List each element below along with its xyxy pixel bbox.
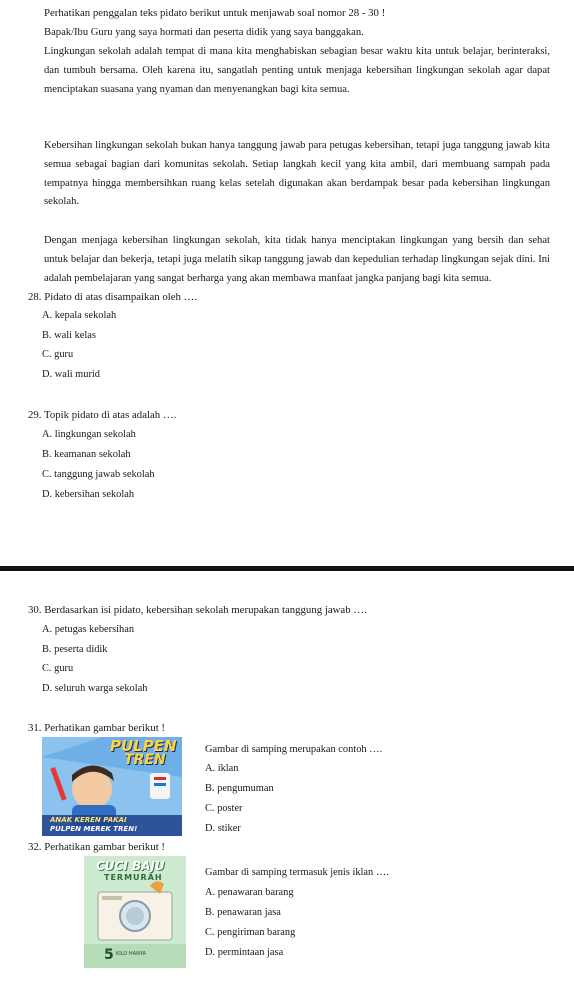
pen-ad-tagline-1: ANAK KEREN PAKAI <box>50 816 127 824</box>
q31-option-c[interactable]: C. poster <box>205 803 243 814</box>
q28-option-a[interactable]: A. kepala sekolah <box>42 310 117 321</box>
q29-option-c[interactable]: C. tanggung jawab sekolah <box>42 469 155 480</box>
q31-option-d[interactable]: D. stiker <box>205 823 241 834</box>
q32-option-b[interactable]: B. penawaran jasa <box>205 907 281 918</box>
q30-option-b[interactable]: B. peserta didik <box>42 644 108 655</box>
q30-option-a[interactable]: A. petugas kebersihan <box>42 624 135 635</box>
question-30: 30. Berdasarkan isi pidato, kebersihan sekolah merupakan tanggung jawab …. <box>28 604 367 616</box>
pen-ad-title-1: PULPEN <box>110 737 177 755</box>
q29-option-b[interactable]: B. keamanan sekolah <box>42 449 131 460</box>
q28-option-b[interactable]: B. wali kelas <box>42 330 96 341</box>
question-28: 28. Pidato di atas disampaikan oleh …. <box>28 291 198 303</box>
q29-option-a[interactable]: A. lingkungan sekolah <box>42 429 136 440</box>
question-31: 31. Perhatikan gambar berikut ! <box>28 722 166 734</box>
speech-greeting: Bapak/Ibu Guru yang saya hormati dan peserta didik yang saya banggakan. <box>44 27 364 38</box>
q28-option-d[interactable]: D. wali murid <box>42 369 101 380</box>
laundry-ad-headline-2: TERMURAH <box>104 873 163 882</box>
instruction: Perhatikan penggalan teks pidato berikut untuk menjawab soal nomor 28 - 30 ! <box>44 7 386 19</box>
q32-option-a[interactable]: A. penawaran barang <box>205 887 294 898</box>
q30-option-c[interactable]: C. guru <box>42 663 74 674</box>
speech-paragraph-3: Dengan menjaga kebersihan lingkungan sekolah, kita tidak hanya menciptakan lingkungan yang bersih dan sehat untuk belajar dan bekerja, tetapi juga melatih sikap tanggung jawab dan kepedulian terhadap lingkungan sejak dini. Ini adalah pembelajaran yang sangat berharga yang akan membawa manfaat jangka panjang bagi kita semua. <box>44 235 550 284</box>
q31-option-b[interactable]: B. pengumuman <box>205 783 274 794</box>
speech-paragraph-2: Kebersihan lingkungan sekolah bukan hanya tanggung jawab para petugas kebersihan, tetapi juga tanggung jawab kita semua sebagai bagian dari komunitas sekolah. Setiap langkah kecil yang kita ambil, dari membuang sampah pada tempatnya hingga membersihkan ruang kelas setelah digunakan akan berdampak besar pada kebersihan lingkungan sekolah. <box>44 140 550 208</box>
q30-option-d[interactable]: D. seluruh warga sekolah <box>42 683 148 694</box>
q32-option-c[interactable]: C. pengiriman barang <box>205 927 296 938</box>
laundry-ad-price-unit: KILO HANYA <box>116 951 146 957</box>
laundry-ad-poster <box>84 856 186 968</box>
q32-option-d[interactable]: D. permintaan jasa <box>205 947 284 958</box>
pen-ad-poster <box>42 737 182 836</box>
page-divider <box>0 566 574 571</box>
question-29: 29. Topik pidato di atas adalah …. <box>28 409 177 421</box>
q31-prompt: Gambar di samping merupakan contoh …. <box>205 744 383 755</box>
q29-option-d[interactable]: D. kebersihan sekolah <box>42 489 135 500</box>
q28-option-c[interactable]: C. guru <box>42 349 74 360</box>
speech-paragraph-1: Lingkungan sekolah adalah tempat di mana kita menghabiskan sebagian besar waktu kita untuk belajar, berinteraksi, dan tumbuh bersama. Oleh karena itu, sangatlah penting untuk menjaga kebersihan lingkungan sekolah agar dapat menciptakan suasana yang nyaman dan menyenangkan bagi kita semua. <box>44 46 550 95</box>
question-32: 32. Perhatikan gambar berikut ! <box>28 841 166 853</box>
q32-prompt: Gambar di samping termasuk jenis iklan …. <box>205 867 389 878</box>
laundry-ad-price: 5 <box>104 947 114 963</box>
laundry-ad-headline-1: CUCI BAJU <box>96 859 165 873</box>
pen-ad-title-2: TREN <box>124 752 166 768</box>
pen-ad-tagline-2: PULPEN MEREK TREN! <box>50 825 138 833</box>
q31-option-a[interactable]: A. iklan <box>205 763 239 774</box>
